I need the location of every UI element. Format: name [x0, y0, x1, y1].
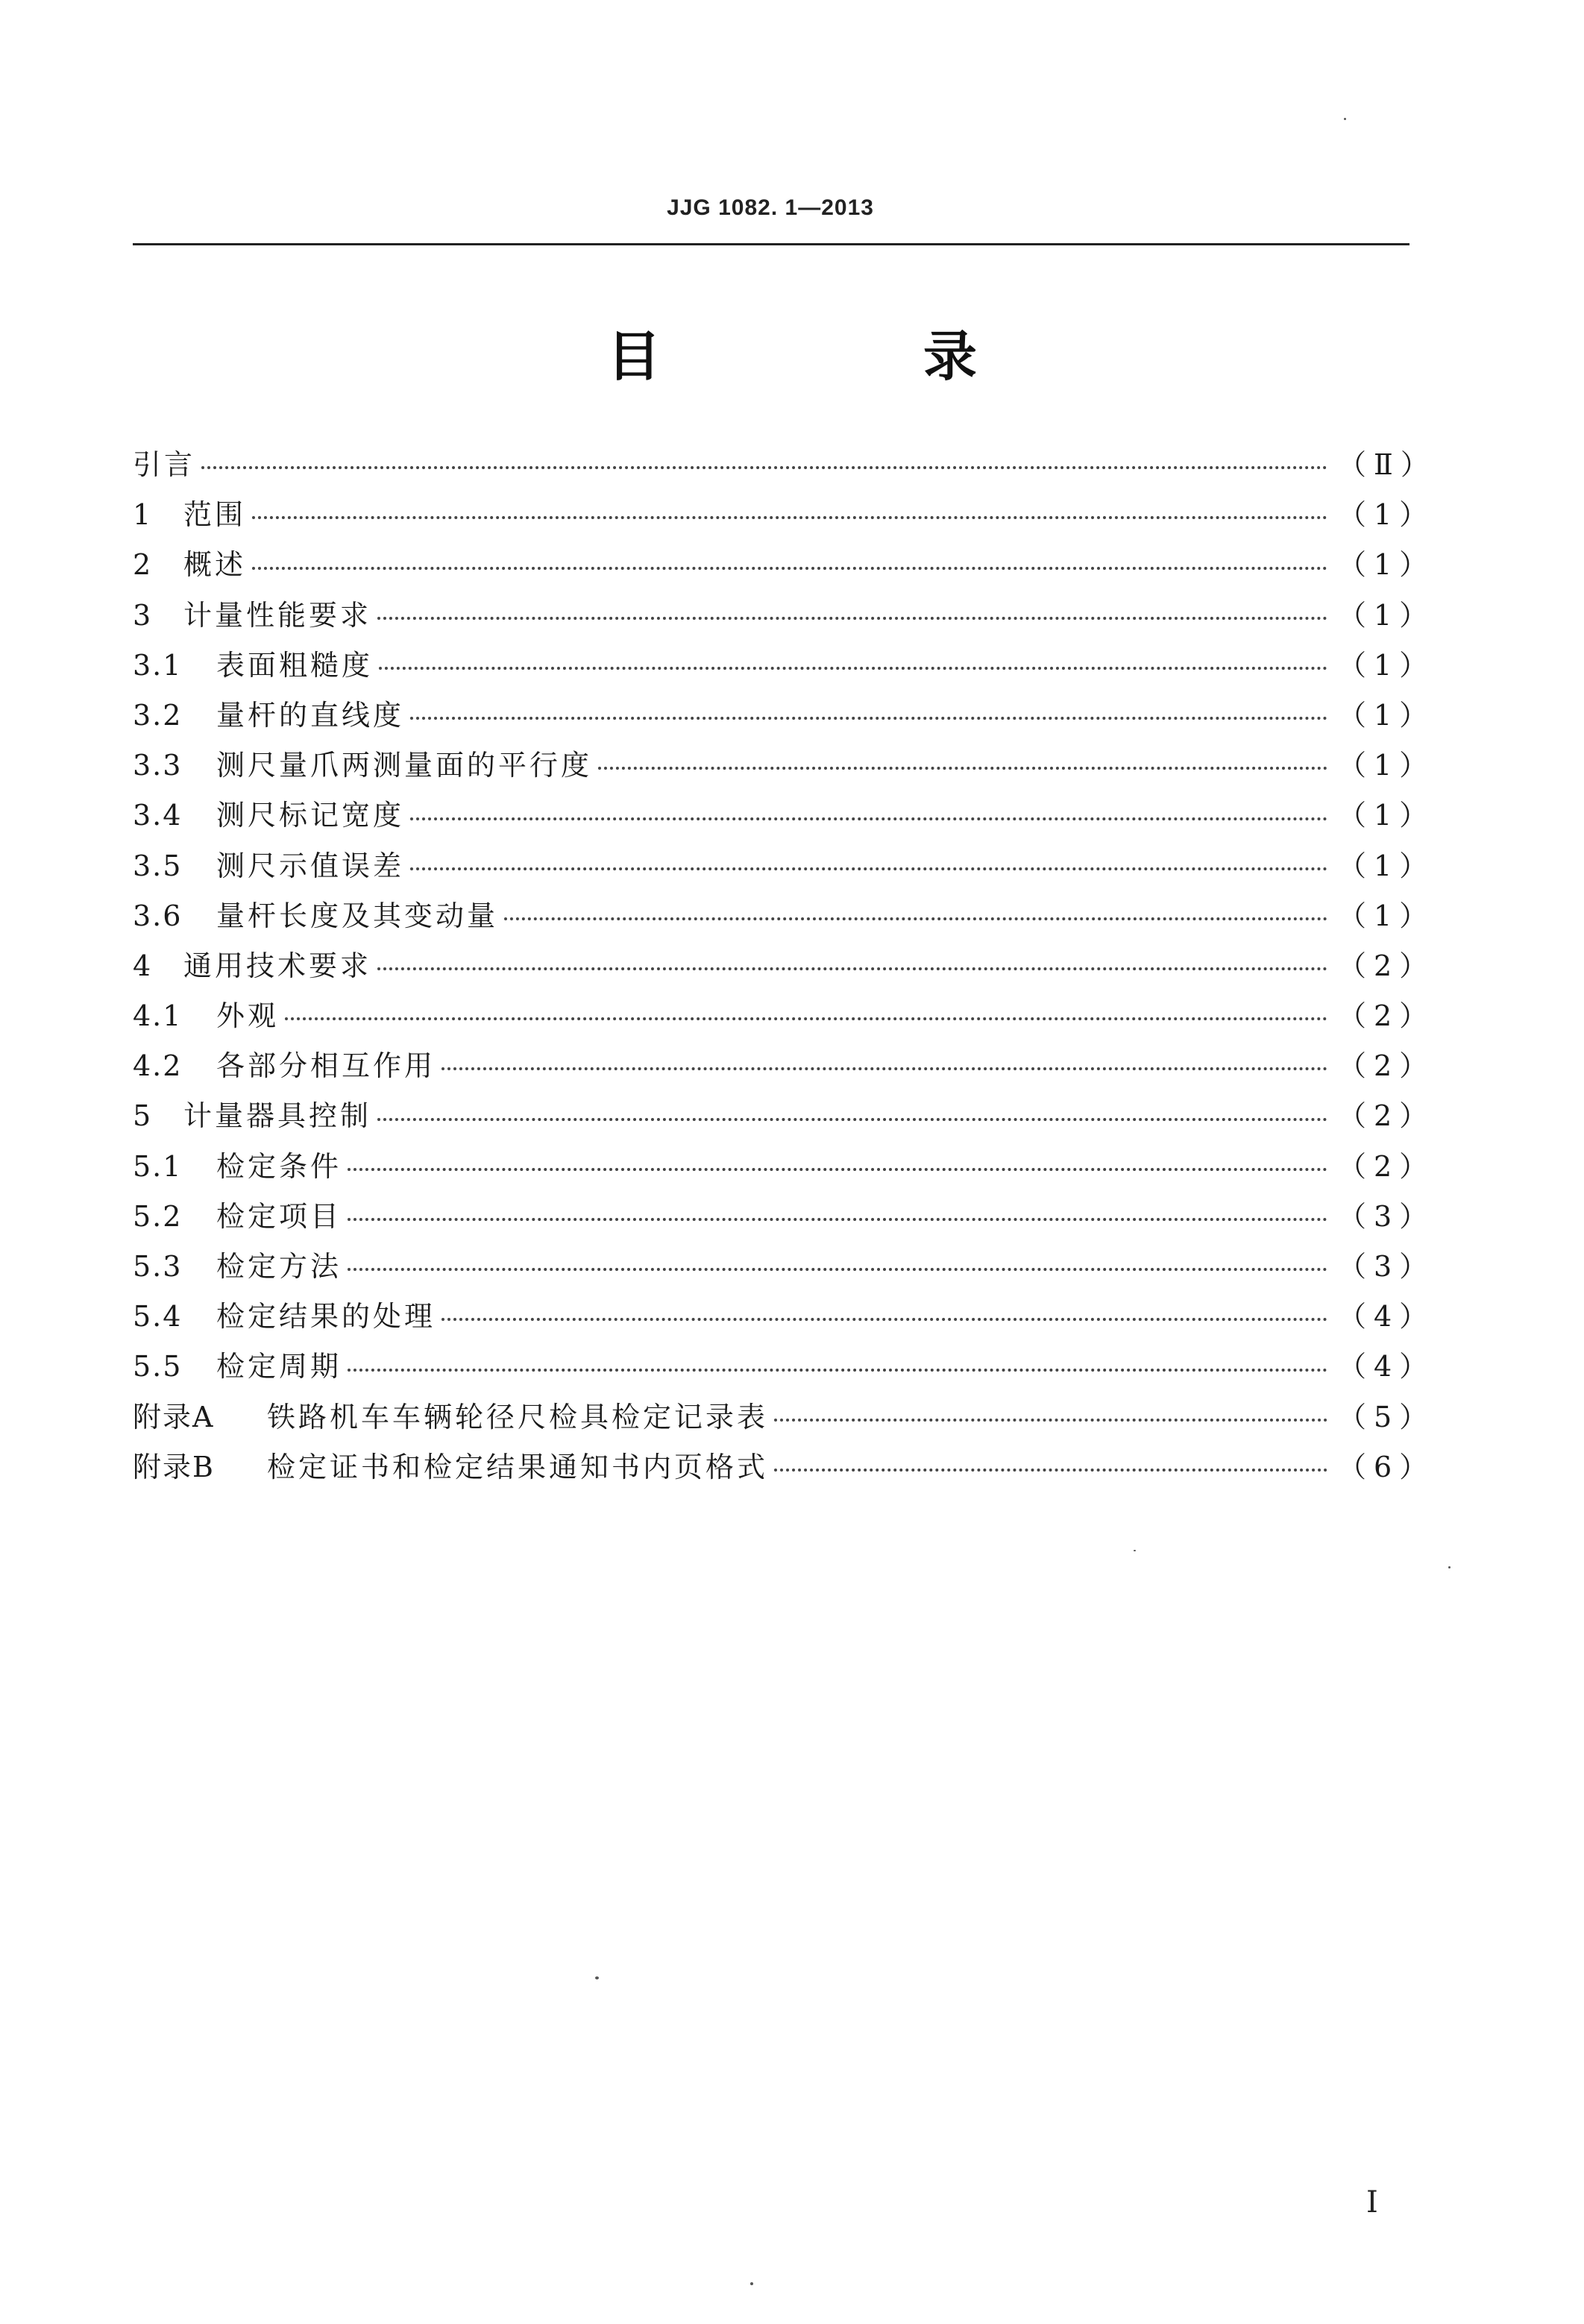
toc-dot-leader: [410, 717, 1327, 720]
toc-entry-page: （1）: [1338, 498, 1436, 532]
toc-dot-leader: [348, 1268, 1327, 1271]
toc-entry: [133, 641, 1436, 691]
scan-speck: [1344, 118, 1346, 120]
toc-entry: [133, 991, 1436, 1041]
toc-entry: [133, 791, 1436, 841]
toc-entry-number: 4.1: [133, 999, 183, 1033]
toc-entry-title: 检定结果的处理: [216, 1300, 436, 1334]
scan-speck: [1134, 1550, 1136, 1551]
toc-entry-page: （1）: [1338, 849, 1436, 882]
toc-dot-leader: [348, 1218, 1327, 1221]
toc-entry-number: 5.1: [133, 1149, 183, 1183]
toc-entry: [133, 490, 1436, 540]
toc-entry-number: 3.3: [133, 749, 183, 782]
toc-entry-title: 外观: [216, 999, 280, 1033]
toc-dot-leader: [252, 567, 1327, 570]
toc-dot-leader: [348, 1168, 1327, 1171]
toc-entry: [133, 741, 1436, 791]
toc-entry-title: 引言: [133, 448, 196, 481]
toc-entry-number: 1: [133, 498, 153, 532]
toc-entry-number: 5.2: [133, 1199, 183, 1233]
toc-entry-title: 检定周期: [216, 1350, 342, 1384]
toc-entry-title: 检定项目: [216, 1199, 342, 1233]
toc-entry-page: （Ⅱ）: [1338, 448, 1436, 481]
toc-dot-leader: [285, 1017, 1327, 1020]
toc-dot-leader: [598, 767, 1327, 770]
scan-speck: [750, 2282, 753, 2285]
toc-dot-leader: [410, 817, 1327, 820]
toc-dot-leader: [201, 466, 1327, 469]
toc-entry-number: 3.1: [133, 648, 183, 682]
toc-entry-page: （1）: [1338, 698, 1436, 732]
toc-entry-title: 测尺示值误差: [216, 849, 405, 882]
toc-entry: [133, 1041, 1436, 1091]
toc-entry-page: （1）: [1338, 598, 1436, 632]
toc-entry-page: （2）: [1338, 1049, 1436, 1083]
toc-entry-title: 测尺量爪两测量面的平行度: [216, 749, 593, 782]
toc-entry-page: （1）: [1338, 749, 1436, 782]
toc-title: 目 录: [606, 325, 1081, 388]
toc-dot-leader: [348, 1369, 1327, 1372]
toc-entry-number: 3: [133, 598, 153, 632]
toc-dot-leader: [774, 1469, 1327, 1472]
toc-entry-number: 3.2: [133, 698, 183, 732]
toc-entry-title: 测尺标记宽度: [216, 799, 405, 832]
toc-dot-leader: [379, 667, 1327, 670]
toc-entry: [133, 1442, 1436, 1492]
toc-entry-number: 3.5: [133, 849, 183, 882]
toc-dot-leader: [377, 967, 1327, 970]
toc-dot-leader: [377, 617, 1327, 620]
toc-entry-number: 4: [133, 949, 153, 982]
toc-entry-page: （1）: [1338, 548, 1436, 582]
toc-dot-leader: [441, 1318, 1327, 1321]
toc-entry: [133, 691, 1436, 741]
toc-dot-leader: [774, 1419, 1327, 1422]
toc-entry-page: （3）: [1338, 1250, 1436, 1283]
toc-entry-page: （5）: [1338, 1400, 1436, 1433]
toc-entry-title: 各部分相互作用: [216, 1049, 436, 1083]
toc-entry-title: 铁路机车车辆轮径尺检具检定记录表: [267, 1400, 769, 1433]
toc-entry: [133, 891, 1436, 941]
toc-entry-title: 表面粗糙度: [216, 648, 374, 682]
toc-entry-page: （3）: [1338, 1199, 1436, 1233]
toc-entry-title: 概述: [183, 548, 247, 582]
toc-entry: [133, 1292, 1436, 1342]
toc-entry-page: （4）: [1338, 1350, 1436, 1384]
toc-entry: [133, 1342, 1436, 1392]
toc-entry-number: 5.3: [133, 1250, 183, 1283]
toc-dot-leader: [377, 1118, 1327, 1121]
toc-entry: [133, 540, 1436, 590]
toc-entry-title: 量杆的直线度: [216, 698, 405, 732]
toc-entry-title: 范围: [183, 498, 247, 532]
toc-entry-title: 计量性能要求: [183, 598, 372, 632]
scan-speck: [1448, 1566, 1451, 1568]
standard-code-header: JJG 1082. 1—2013: [667, 195, 874, 220]
toc-entry-number: 5: [133, 1099, 153, 1133]
toc-entry-page: （2）: [1338, 1149, 1436, 1183]
toc-entry-title: 计量器具控制: [183, 1099, 372, 1133]
toc-dot-leader: [252, 516, 1327, 519]
toc-entry: [133, 591, 1436, 641]
toc-entry-number: 4.2: [133, 1049, 183, 1083]
toc-entry: [133, 841, 1436, 891]
toc-entry-title: 检定条件: [216, 1149, 342, 1183]
toc-entry-title: 通用技术要求: [183, 949, 372, 982]
toc-entry-page: （6）: [1338, 1450, 1436, 1483]
toc-entry-title: 量杆长度及其变动量: [216, 899, 499, 932]
toc-entry-page: （1）: [1338, 799, 1436, 832]
toc-dot-leader: [410, 867, 1327, 870]
toc-entry-number: 3.4: [133, 799, 183, 832]
toc-entry: [133, 1392, 1436, 1442]
toc-entry-number: 5.4: [133, 1300, 183, 1334]
toc-dot-leader: [441, 1067, 1327, 1070]
toc-dot-leader: [504, 917, 1327, 920]
toc-entry-number: 5.5: [133, 1350, 183, 1384]
scan-speck: [595, 1976, 599, 1979]
toc-entry-number: 附录B: [133, 1450, 215, 1483]
toc-entry-title: 检定证书和检定结果通知书内页格式: [267, 1450, 769, 1483]
toc-entry-number: 3.6: [133, 899, 183, 932]
toc-entry: [133, 1192, 1436, 1242]
toc-entry-page: （2）: [1338, 1099, 1436, 1133]
toc-entry-page: （1）: [1338, 648, 1436, 682]
toc-entry: [133, 941, 1436, 991]
toc-entry: [133, 1242, 1436, 1292]
toc-entry-page: （1）: [1338, 899, 1436, 932]
toc-entry-page: （2）: [1338, 999, 1436, 1033]
toc-entry: [133, 440, 1436, 490]
page-number: I: [1366, 2185, 1378, 2220]
toc-entry-page: （4）: [1338, 1300, 1436, 1334]
toc-entry-number: 附录A: [133, 1400, 215, 1433]
table-of-contents: [133, 440, 1436, 1492]
toc-entry-number: 2: [133, 548, 153, 582]
header-rule: [133, 243, 1409, 245]
toc-entry-title: 检定方法: [216, 1250, 342, 1283]
toc-entry: [133, 1091, 1436, 1141]
toc-entry: [133, 1142, 1436, 1192]
toc-entry-page: （2）: [1338, 949, 1436, 982]
